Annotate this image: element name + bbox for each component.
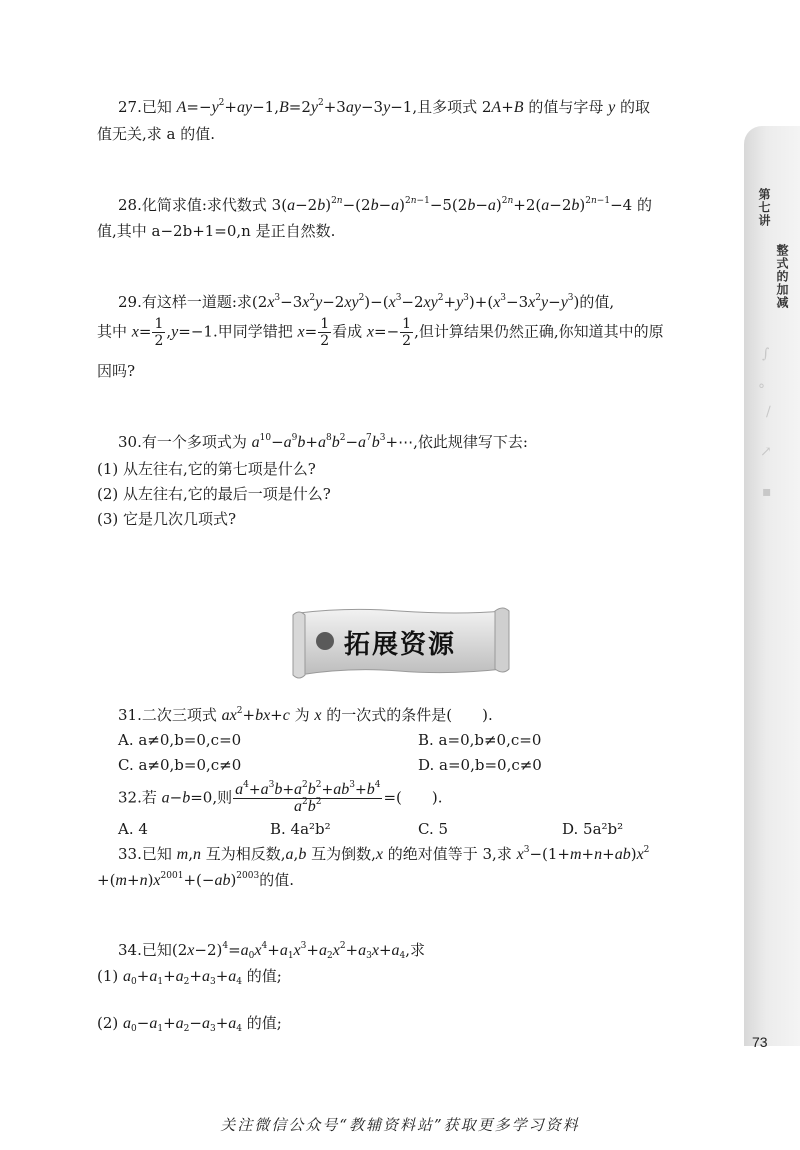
math-doodle-icon: ↗ bbox=[760, 444, 772, 460]
problem-number: 28. bbox=[118, 196, 142, 214]
problem-number: 32. bbox=[118, 788, 142, 807]
problem-32-stem: 32.若 a−b=0,则 $\frac{a^4+a^3b+a^2b^2+ab^3+b^4}{a^2b^2}$ =( ). bbox=[118, 780, 443, 815]
problem-31-option-c: C. a≠0,b=0,c≠0 bbox=[118, 756, 242, 774]
problem-number: 33. bbox=[118, 845, 142, 863]
math-doodle-icon: ∫ bbox=[762, 346, 770, 362]
problem-30-sub-3: (3) 它是几次几项式? bbox=[97, 510, 237, 528]
page-number: 73 bbox=[752, 1034, 768, 1050]
problem-30-sub-1: (1) 从左往右,它的第七项是什么? bbox=[97, 460, 316, 478]
problem-32-option-d: D. 5a²b² bbox=[562, 820, 624, 838]
problem-33-line-1: 33.已知 m,n 互为相反数,a,b 互为倒数,x 的绝对值等于 3,求 $x^3-(1+m+n+ab)x^2$ bbox=[118, 845, 650, 863]
problem-29-line-1: 29.有这样一道题:求$(2x^3-3x^2y-2xy^2)-(x^3-2xy^2+y^3)+(x^3-3x^2y-y^3)$的值, bbox=[118, 293, 615, 311]
problem-27-line-1: 27.已知 $A=-y^2+ay-1,B=2y^2+3ay-3y-1$,且多项式 2A+B 的值与字母 y 的取 bbox=[118, 98, 650, 116]
problem-number: 31. bbox=[118, 706, 142, 724]
section-banner-title: 拓展资源 bbox=[344, 630, 457, 660]
math-doodle-icon: ∕ bbox=[766, 404, 771, 420]
problem-31-option-b: B. a=0,b≠0,c=0 bbox=[418, 731, 542, 749]
side-tab bbox=[744, 126, 800, 1046]
problem-number: 34. bbox=[118, 941, 142, 959]
problem-28-line-2: 值,其中 a−2b+1=0,n 是正自然数. bbox=[97, 222, 336, 240]
problem-34-sub-2: (2) $a_0-a_1+a_2-a_3+a_4$ 的值; bbox=[97, 1014, 282, 1034]
problem-number: 29. bbox=[118, 293, 142, 311]
problem-28-line-1: 28.化简求值:求代数式 $3(a-2b)^{2n}-(2b-a)^{2n-1}-5(2b-a)^{2n}+2(a-2b)^{2n-1}-4$ 的 bbox=[118, 196, 652, 214]
side-tab-title: 整式的加减 bbox=[775, 244, 789, 309]
problem-number: 30. bbox=[118, 433, 142, 451]
bullet-icon bbox=[316, 632, 334, 650]
problem-31-option-a: A. a≠0,b=0,c=0 bbox=[118, 731, 242, 749]
problem-30-sub-2: (2) 从左往右,它的最后一项是什么? bbox=[97, 485, 331, 503]
problem-30-line-1: 30.有一个多项式为 $a^{10}-a^9b+a^8b^2-a^7b^3+\cdots$,依此规律写下去: bbox=[118, 433, 528, 451]
problem-34-stem: 34.已知$(2x-2)^4=a_0x^4+a_1x^3+a_2x^2+a_3x+a_4$,求 bbox=[118, 941, 426, 961]
footer-watermark: 关注微信公众号“教辅资料站”获取更多学习资料 bbox=[220, 1116, 580, 1134]
problem-27-line-2: 值无关,求 a 的值. bbox=[97, 125, 216, 143]
problem-34-sub-1: (1) $a_0+a_1+a_2+a_3+a_4$ 的值; bbox=[97, 967, 282, 987]
side-tab-chapter: 第七讲 bbox=[757, 188, 771, 227]
problem-29-line-2: 其中 x= $\frac{1}{2}$ ,y=−1.甲同学错把 x= $\frac{1}{2}$ 看成 x=− $\frac{1}{2}$ ,但计算结果仍然正确,你知道其中的原 bbox=[97, 316, 664, 349]
problem-29-line-3: 因吗? bbox=[97, 362, 136, 380]
problem-33-line-2: $+(m+n)x^{2001}+(-ab)^{2003}$的值. bbox=[97, 871, 294, 889]
problem-number: 27. bbox=[118, 98, 142, 116]
math-doodle-icon: ▪ bbox=[762, 484, 772, 500]
problem-32-option-c: C. 5 bbox=[418, 820, 449, 838]
problem-31-option-d: D. a=0,b=0,c≠0 bbox=[418, 756, 542, 774]
problem-32-option-b: B. 4a²b² bbox=[270, 820, 331, 838]
math-doodle-icon: ° bbox=[758, 382, 765, 398]
problem-32-option-a: A. 4 bbox=[118, 820, 148, 838]
problem-31-stem: 31.二次三项式 $ax^2+bx+c$ 为 x 的一次式的条件是( ). bbox=[118, 706, 493, 724]
